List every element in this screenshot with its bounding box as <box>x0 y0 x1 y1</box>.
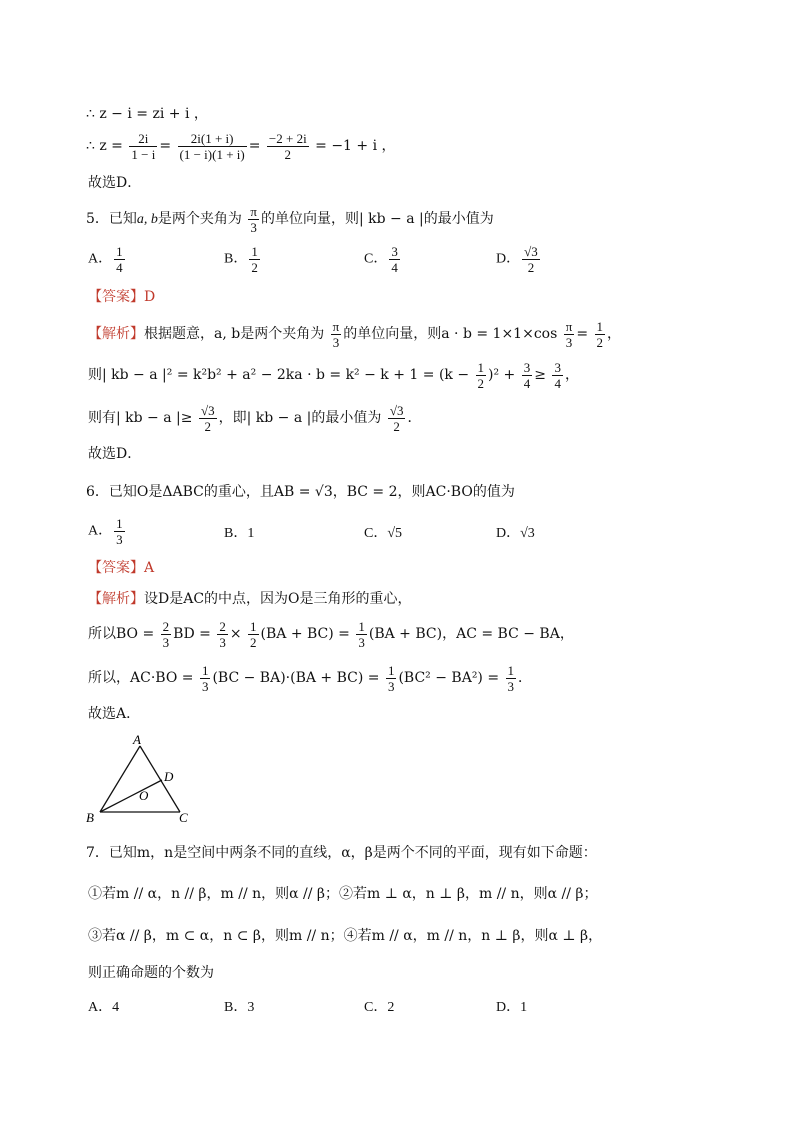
q7-propositions-2: ③若α // β，m ⊂ α，n ⊂ β，则m // n；④若m // α，m // n，n ⊥ β，则α ⊥ β， <box>88 928 603 944</box>
q6-stem: 6．已知O是ΔABC的重心，且AB = √3，BC = 2，则AC·BO的值为 <box>86 484 515 500</box>
q7-option-c: C．2 <box>364 1000 395 1015</box>
q5-option-b: B． $\frac{1}{2}$ <box>224 244 258 275</box>
solution-line-2: ∴ z = $\frac{2i}{1 - i}$ = $\frac{2i(1 + i)}{(1 - i)(1 + i)}$ = $\frac{-2 + 2i}{2}$ = −1 + i ， <box>86 130 396 162</box>
eq-suffix: = −1 + i ， <box>315 138 396 154</box>
solution-line-1: ∴ z − i = zi + i ， <box>86 106 208 122</box>
q5-analysis-2: 则| kb − a |² = k²b² + a² − 2ka · b = k² − k + 1 = (k − $\frac{1}{2}$ )² + $\frac{3}{4}$ ≥ $\frac{3}{4}$ ， <box>88 359 579 391</box>
fraction: $\frac{\pi}{3}$ <box>250 203 257 235</box>
label-O: O <box>139 788 149 803</box>
q5-answer: 【答案】D <box>88 289 156 305</box>
q7-stem: 7．已知m，n是空间中两条不同的直线，α，β是两个不同的平面，现有如下命题： <box>86 845 597 861</box>
fraction: $\frac{2i}{1 - i}$ <box>131 130 156 162</box>
conclusion: 故选D． <box>88 175 142 191</box>
q5-analysis-3: 则有| kb − a |≥ $\frac{√3}{2}$ ，即| kb − a |的最小值为 $\frac{√3}{2}$ ． <box>88 402 422 434</box>
label-C: C <box>179 810 188 825</box>
q7-option-a: A．4 <box>88 1000 120 1015</box>
q6-analysis-3: 所以，AC·BO = $\frac{1}{3}$ (BC − BA)·(BA + BC) = $\frac{1}{3}$ (BC² − BA²) = $\frac{1}{3}$ ． <box>88 662 533 694</box>
q6-option-d: D．√3 <box>496 526 535 541</box>
label-A: A <box>133 732 141 747</box>
label-B: B <box>86 810 94 825</box>
q6-analysis-2: 所以BO = $\frac{2}{3}$ BD = $\frac{2}{3}$ × $\frac{1}{2}$ (BA + BC) = $\frac{1}{3}$ (BA + BC)，AC = BC − BA， <box>88 618 574 650</box>
q6-option-a: A． $\frac{1}{3}$ <box>88 516 123 547</box>
q6-answer: 【答案】A <box>88 560 155 576</box>
eq-prefix: ∴ z = <box>86 138 123 154</box>
q6-analysis-1: 【解析】设D是AC的中点，因为O是三角形的重心， <box>88 591 412 607</box>
q5-analysis-1: 【解析】根据题意，a, b是两个夹角为 $\frac{\pi}{3}$ 的单位向量，则a · b = 1×1×cos $\frac{\pi}{3}$ = $\frac{1}{2}$ ， <box>88 318 621 350</box>
q5-stem: 5．已知a, b是两个夹角为 $\frac{\pi}{3}$ 的单位向量，则| kb − a |的最小值为 <box>86 203 494 235</box>
fraction: $\frac{2i(1 + i)}{(1 - i)(1 + i)}$ <box>179 130 245 162</box>
q5-option-c: C． $\frac{3}{4}$ <box>364 244 398 275</box>
q6-option-c: C．√5 <box>364 526 403 541</box>
q5-conclusion: 故选D． <box>88 446 142 462</box>
q6-conclusion: 故选A． <box>88 706 141 722</box>
q5-option-d: D． $\frac{√3}{2}$ <box>496 244 538 275</box>
q7-option-d: D．1 <box>496 1000 528 1015</box>
triangle-figure <box>80 732 200 827</box>
q7-option-b: B．3 <box>224 1000 255 1015</box>
q6-option-b: B．1 <box>224 526 255 541</box>
q7-prompt: 则正确命题的个数为 <box>88 965 214 981</box>
fraction: $\frac{-2 + 2i}{2}$ <box>268 130 307 162</box>
q5-option-a: A． $\frac{1}{4}$ <box>88 244 123 275</box>
q7-propositions-1: ①若m // α，n // β，m // n，则α // β；②若m ⊥ α，n ⊥ β，m // n，则α // β； <box>88 886 598 902</box>
label-D: D <box>164 769 174 784</box>
